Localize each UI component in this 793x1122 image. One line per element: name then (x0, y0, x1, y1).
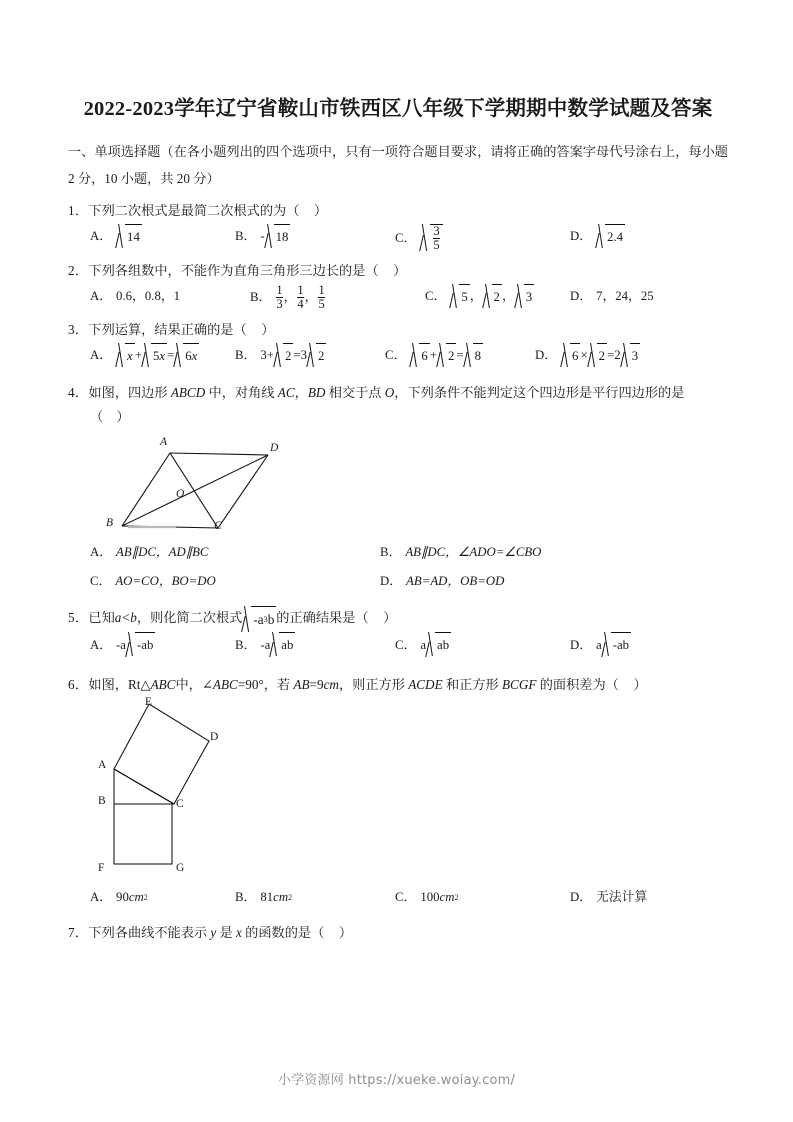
stem-fragment: BCGF (501, 676, 537, 692)
sqrt-icon: 6 x (174, 343, 199, 368)
sqrt-icon: -ab (602, 632, 631, 657)
option-label: D． (570, 229, 593, 244)
question-3 (68, 317, 728, 368)
stem-fragment: ACDE (408, 676, 443, 692)
option-label: B． (250, 290, 272, 305)
vertex-label-e: E (145, 696, 153, 709)
option-4-a[interactable] (90, 540, 380, 564)
option-label: A． (90, 637, 113, 652)
option-2-c[interactable]: C． 5 ， 2 ， 3 (425, 284, 570, 309)
sqrt-icon: ab (426, 632, 451, 657)
question-3-stem (68, 317, 728, 343)
option-2-a[interactable] (90, 284, 250, 308)
question-4-number: 4． (68, 385, 89, 401)
option-5-b[interactable]: B． -a ab (235, 632, 395, 657)
stem-fragment: cm (323, 676, 339, 692)
stem-fragment: 如图，四边形 (88, 385, 171, 401)
question-5-options (68, 632, 728, 657)
question-3-paren-close: ） (261, 321, 275, 337)
option-label: C． (425, 289, 447, 304)
stem-fragment: BD (307, 385, 326, 401)
question-2 (68, 258, 728, 311)
figure-two-squares-right-triangle (90, 696, 290, 881)
question-1 (68, 198, 728, 252)
stem-fragment: 中，对角线 (205, 385, 278, 401)
stem-fragment: ，则正方形 (338, 676, 409, 692)
sqrt-icon: 2 (483, 284, 502, 309)
stem-fragment: 相交于点 (325, 385, 385, 401)
sqrt-icon: 2 (307, 343, 326, 368)
option-value: AB=AD，OB=OD (406, 573, 505, 588)
sqrt-icon: 14 (116, 224, 142, 249)
question-7-number: 7． (68, 924, 89, 940)
minus-sign: - (260, 229, 265, 244)
stem-fragment: 和正方形 (442, 676, 502, 692)
question-4-stem (68, 380, 728, 406)
question-3-number: 3． (68, 321, 89, 337)
option-label: B． (235, 348, 257, 363)
option-4-d[interactable] (380, 569, 699, 593)
option-label: B． (235, 637, 257, 652)
option-label: A． (90, 545, 113, 560)
question-6-stem: 6．如图，Rt△ABC中，∠ABC=90°，若 AB=9cm，则正方形 ACDE 和正方形 BCGF 的面积差为（ ） (68, 676, 647, 692)
option-value: AB∥DC，∠ADO=∠CBO (405, 545, 542, 560)
sqrt-icon: 3 (621, 343, 640, 368)
stem-fragment: ， (294, 385, 308, 401)
option-1-d[interactable] (570, 224, 625, 249)
option-1-c[interactable] (395, 224, 570, 252)
option-3-d[interactable]: D． 6 × 2 =2 3 (535, 343, 640, 368)
question-7-text (88, 925, 324, 940)
vertex-label-d: D (270, 442, 279, 455)
page-title: 2022-2023学年辽宁省鞍山市铁西区八年级下学期期中数学试题及答案 (83, 98, 713, 120)
sqrt-icon: 18 (265, 224, 291, 249)
question-1-options (68, 224, 728, 252)
question-4-options-row1 (68, 540, 728, 564)
vertex-label-c: C (214, 520, 222, 533)
stem-fragment: ABC (212, 676, 238, 692)
sqrt-icon: -a 3 b (242, 606, 276, 633)
figure-parallelogram-abcd (90, 431, 305, 536)
section-intro: 一、单项选择题（在各小题列出的四个选项中，只有一项符合题目要求，请将正确的答案字母代号涂右上，每小题 2 分，10 小题，共 20 分） (68, 143, 728, 186)
document-content (68, 92, 728, 948)
option-3-b[interactable]: B． 3+ 2 =3 2 (235, 343, 385, 368)
sqrt-icon: 2 (437, 343, 456, 368)
question-3-options (68, 343, 728, 368)
stem-fragment: 是 (216, 924, 237, 940)
sqrt-icon: 6 (561, 343, 580, 368)
fraction: $\frac{1}{3}$ (276, 282, 283, 311)
option-value: 0.6，0.8，1 (116, 288, 181, 303)
stem-fragment: AB (293, 676, 310, 692)
option-1-a[interactable] (90, 224, 235, 249)
question-6-text (88, 677, 618, 692)
option-value: AO=CO，BO=DO (115, 573, 216, 588)
question-6 (68, 672, 728, 910)
option-label: A． (90, 890, 113, 905)
sqrt-icon: ab (270, 632, 295, 657)
option-label: A． (90, 288, 113, 303)
option-6-a[interactable]: A． 90 cm 2 (90, 885, 235, 909)
stem-fragment: y (210, 924, 217, 940)
option-label: D． (570, 637, 593, 652)
sqrt-icon: 8 (464, 343, 483, 368)
option-5-a[interactable]: A． -a -ab (90, 632, 235, 657)
stem-fragment: O (384, 385, 395, 401)
question-3-text: 下列运算，结果正确的是（ (88, 321, 247, 337)
stem-fragment: 的面积差为（ (536, 676, 619, 692)
question-2-text: 下列各组数中，不能作为直角三角形三边长的是（ (88, 262, 379, 278)
sqrt-icon: 2 (274, 343, 293, 368)
question-1-number: 1． (68, 203, 89, 218)
sqrt-icon: -ab (126, 632, 155, 657)
vertex-label-b: B (106, 517, 114, 530)
question-4-text (88, 385, 684, 400)
option-value: AB∥DC，AD∥BC (116, 545, 209, 560)
option-label: A． (90, 348, 113, 363)
vertex-label-d: D (210, 731, 219, 744)
condition-a-lt-b: a<b (114, 610, 137, 626)
vertex-label-b: B (98, 795, 106, 808)
question-5-number: 5． (68, 610, 89, 626)
stem-fragment: 下列各曲线不能表示 (88, 924, 211, 940)
option-1-b[interactable] (235, 224, 395, 249)
question-1-paren-close: ） (313, 203, 328, 218)
vertex-label-c: C (176, 798, 184, 811)
vertex-label-a: A (98, 759, 107, 772)
option-label: C． (395, 230, 417, 245)
option-label: D． (570, 890, 593, 905)
vertex-label-g: G (176, 862, 185, 875)
question-2-paren-close: ） (393, 262, 407, 278)
sqrt-icon: 2 (588, 343, 607, 368)
vertex-label-o: O (176, 488, 185, 501)
option-label: C． (395, 637, 417, 652)
option-label: B． (235, 890, 257, 905)
sqrt-icon: 5 (450, 284, 469, 309)
option-6-d[interactable]: D． 无法计算 (570, 885, 647, 909)
fraction: $\frac{1}{5}$ (318, 282, 325, 311)
vertex-label-f: F (98, 862, 105, 875)
question-7 (68, 920, 728, 946)
option-6-c[interactable]: C． 100 cm 2 (395, 885, 570, 909)
option-label: D． (570, 288, 593, 303)
fraction: $\frac{1}{4}$ (297, 282, 304, 311)
fraction: $\frac{3}{5}$ (433, 223, 440, 252)
question-5 (68, 605, 728, 658)
option-4-b[interactable] (380, 540, 699, 564)
sqrt-icon: 6 (410, 343, 429, 368)
option-3-a[interactable]: A． x + 5 x = 6 x (90, 343, 235, 368)
option-label: C． (395, 890, 417, 905)
option-2-b[interactable]: B． $\frac{1}{3}$ ， $\frac{1}{4}$ ， $\frac{1}{5}$ (250, 282, 325, 311)
option-label: B． (235, 229, 257, 244)
option-label: D． (380, 573, 403, 588)
stem-fragment: =90°，若 (237, 676, 294, 692)
sqrt-icon (420, 224, 442, 252)
question-1-stem (68, 198, 728, 224)
question-2-number: 2． (68, 262, 89, 278)
option-value: 7，24，25 (596, 288, 654, 303)
stem-fragment: ABCD (170, 385, 206, 401)
stem-fragment: ，下列条件不能判定这个四边形是平行四边形的是 (394, 385, 685, 401)
option-label: C． (385, 348, 407, 363)
option-4-c[interactable] (90, 569, 380, 593)
stem-fragment: 中，∠ (175, 676, 213, 692)
question-1-text: 下列二次根式是最简二次根式的为（ (88, 203, 300, 218)
question-4 (68, 380, 728, 593)
question-4-options-row2 (68, 569, 728, 593)
stem-fragment: 如图，Rt△ (88, 676, 151, 692)
option-5-d[interactable]: D． a -ab (570, 632, 631, 657)
sqrt-icon: 2.4 (596, 224, 625, 249)
stem-fragment: =9 (309, 676, 324, 692)
option-label: B． (380, 545, 402, 560)
option-5-c[interactable]: C． a ab (395, 632, 570, 657)
option-3-c[interactable]: C． 6 + 2 = 8 (385, 343, 535, 368)
option-label: D． (535, 348, 558, 363)
option-label: A． (90, 229, 113, 244)
footer-watermark: 小学资源网 https://xueke.woiay.com/ (277, 1073, 516, 1088)
stem-fragment: ABC (150, 676, 176, 692)
stem-fragment: AC (277, 385, 295, 401)
two-squares-svg (90, 703, 290, 881)
question-4-paren: （ ） (90, 408, 130, 424)
stem-fragment: x (236, 924, 242, 940)
vertex-label-a: A (160, 436, 168, 449)
question-5-stem: 5．已知a<b，则化简二次根式 -a 3 b 的正确结果是（ ） (68, 605, 728, 632)
question-7-stem: 7．下列各曲线不能表示 y 是 x 的函数的是（ ） (68, 924, 353, 940)
question-2-stem (68, 258, 728, 284)
option-6-b[interactable]: B． 81 cm 2 (235, 885, 395, 909)
option-label: C． (90, 573, 112, 588)
sqrt-icon: x (116, 343, 135, 368)
question-6-number: 6． (68, 676, 89, 692)
question-6-options (68, 885, 728, 909)
option-2-d[interactable] (570, 284, 654, 308)
stem-fragment: 的函数的是（ (241, 924, 325, 940)
question-2-options (68, 284, 728, 311)
sqrt-icon: 3 (515, 284, 534, 309)
sqrt-icon: 5 x (142, 343, 167, 368)
